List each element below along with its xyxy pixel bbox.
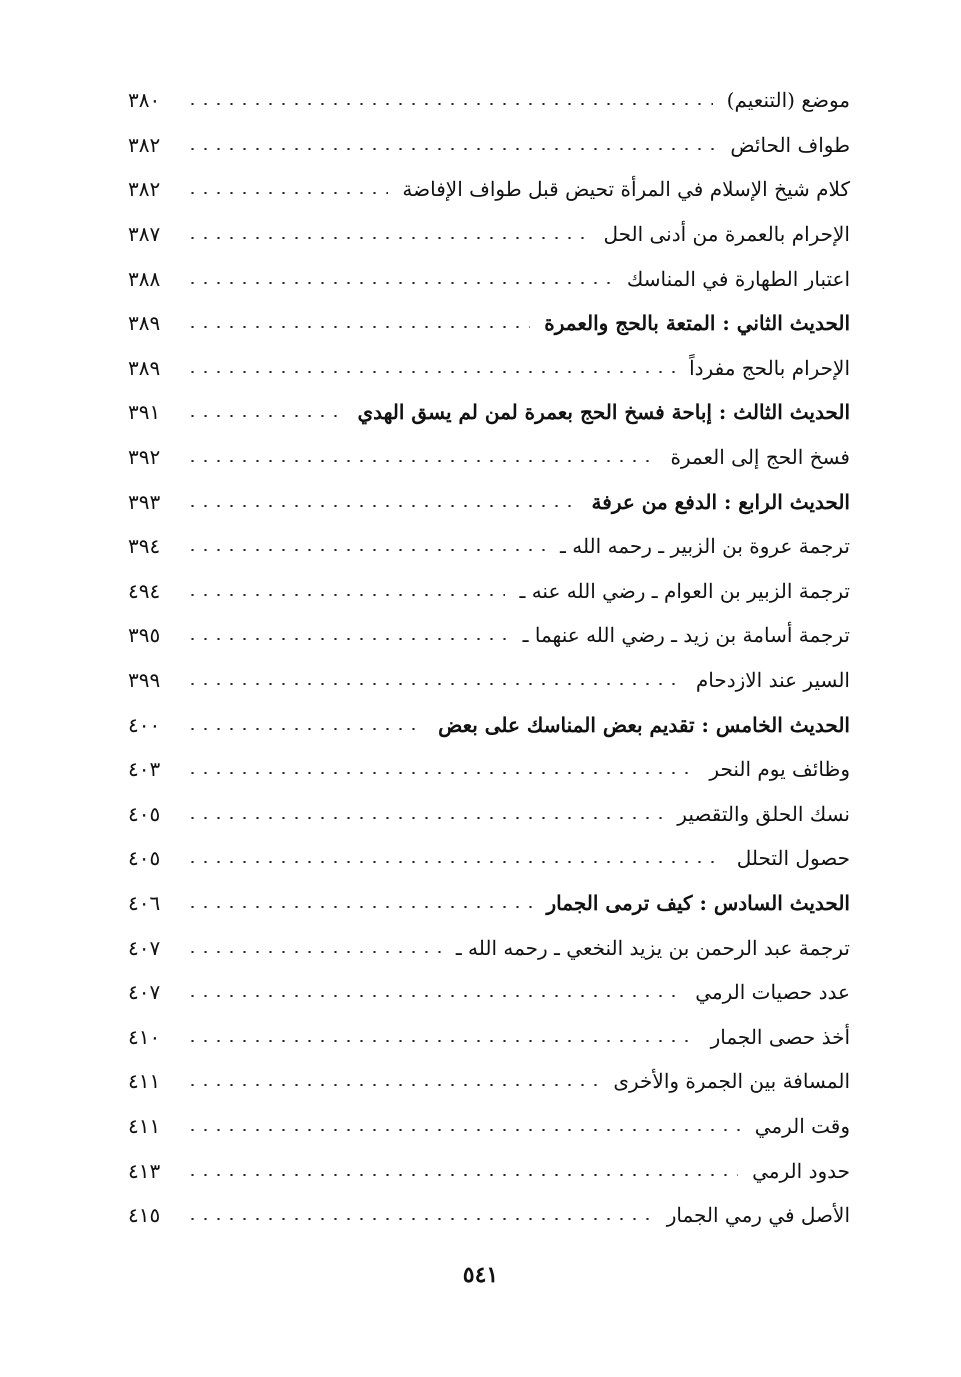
dot-leader (186, 1040, 697, 1042)
toc-entry-title: أخذ حصى الجمار (710, 1024, 850, 1049)
toc-entry-title: حصول التحلل (736, 846, 850, 871)
toc-entry (128, 569, 850, 614)
toc-page-number: ٣٩٢ (128, 445, 161, 470)
toc-entry-title: ترجمة عروة بن الزبير ـ رحمه الله ـ (560, 534, 850, 559)
toc-entry-title: اعتبار الطهارة في المناسك (626, 266, 850, 291)
page-number: ٥٤١ (462, 1262, 499, 1288)
dot-leader (186, 1129, 741, 1131)
toc-entry-title: الحديث الثاني : المتعة بالحج والعمرة (544, 311, 850, 336)
toc-page-number: ٣٩٤ (128, 534, 161, 559)
toc-page-number: ٣٨٢ (128, 177, 161, 202)
toc-page-number: ٣٩٥ (128, 623, 161, 648)
toc-page-number: ٣٩٣ (128, 489, 161, 514)
toc-entry (128, 747, 850, 792)
toc-section-heading (128, 702, 850, 747)
toc-page-number: ٣٨٧ (128, 222, 161, 247)
toc-page-number: ٤١٥ (128, 1203, 161, 1228)
dot-leader (186, 415, 343, 417)
toc-entry-title: ترجمة عبد الرحمن بن يزيد النخعي ـ رحمه الله ـ (455, 935, 850, 960)
toc-entry-title: فسخ الحج إلى العمرة (670, 445, 850, 470)
toc-page-number: ٤٠٣ (128, 757, 161, 782)
toc-entry (128, 658, 850, 703)
toc-page-number: ٣٩١ (128, 400, 161, 425)
toc-entry-title: الإحرام بالعمرة من أدنى الحل (603, 222, 850, 247)
toc-page-number: ٣٨٩ (128, 355, 161, 380)
dot-leader (186, 1084, 599, 1086)
toc-page-number: ٣٨٢ (128, 132, 161, 157)
toc-page-number: ٣٨٩ (128, 311, 161, 336)
toc-section-heading (128, 479, 850, 524)
toc-entry (128, 970, 850, 1015)
table-of-contents (128, 78, 850, 1237)
toc-entry (128, 1014, 850, 1059)
toc-entry (128, 925, 850, 970)
toc-entry-title: موضع (التنعيم) (726, 88, 850, 113)
toc-entry-title: الحديث الرابع : الدفع من عرفة (591, 489, 850, 514)
toc-entry-title: كلام شيخ الإسلام في المرأة تحيض قبل طواف الإفاضة (402, 177, 850, 202)
toc-page-number: ٤١١ (128, 1113, 161, 1138)
dot-leader (186, 817, 663, 819)
toc-page-number: ٤٠٦ (128, 890, 161, 915)
dot-leader (186, 906, 533, 908)
dot-leader (186, 951, 442, 953)
dot-leader (186, 1218, 653, 1220)
dot-leader (186, 772, 695, 774)
toc-entry (128, 212, 850, 257)
toc-page-number: ٤٠٠ (128, 712, 161, 737)
toc-entry-title: ترجمة أسامة بن زيد ـ رضي الله عنهما ـ (522, 623, 850, 648)
toc-page-number: ٤٩٤ (128, 578, 161, 603)
toc-entry (128, 123, 850, 168)
dot-leader (186, 460, 656, 462)
dot-leader (186, 282, 613, 284)
toc-entry (128, 346, 850, 391)
toc-entry (128, 256, 850, 301)
toc-entry-title: وقت الرمي (754, 1113, 850, 1138)
dot-leader (186, 638, 509, 640)
toc-page-number: ٤٠٧ (128, 980, 161, 1005)
toc-entry-title: حدود الرمي (752, 1158, 850, 1183)
dot-leader (186, 326, 530, 328)
toc-page-number: ٤٠٥ (128, 801, 161, 826)
toc-entry (128, 167, 850, 212)
dot-leader (186, 505, 578, 507)
dot-leader (186, 192, 388, 194)
toc-entry (128, 792, 850, 837)
toc-entry (128, 1193, 850, 1238)
dot-leader (186, 1174, 738, 1176)
dot-leader (186, 594, 505, 596)
toc-entry-title: الحديث الثالث : إباحة فسخ الحج بعمرة لمن لم يسق الهدي (357, 400, 850, 425)
toc-page-number: ٣٨٨ (128, 266, 161, 291)
toc-entry (128, 524, 850, 569)
toc-entry (128, 1148, 850, 1193)
toc-entry-title: نسك الحلق والتقصير (677, 801, 850, 826)
toc-entry (128, 613, 850, 658)
toc-entry-title: عدد حصيات الرمي (695, 980, 850, 1005)
toc-entry-title: الحديث الخامس : تقديم بعض المناسك على بعض (438, 712, 850, 737)
toc-page-number: ٤٠٧ (128, 935, 161, 960)
toc-section-heading (128, 301, 850, 346)
toc-entry (128, 1059, 850, 1104)
dot-leader (186, 549, 546, 551)
dot-leader (186, 237, 589, 239)
toc-entry (128, 435, 850, 480)
dot-leader (186, 728, 424, 730)
toc-page-number: ٤٠٥ (128, 846, 161, 871)
toc-entry-title: السير عند الازدحام (695, 668, 850, 693)
toc-page-number: ٤١٠ (128, 1024, 161, 1049)
dot-leader (186, 683, 682, 685)
toc-entry-title: طواف الحائض (730, 132, 850, 157)
dot-leader (186, 861, 723, 863)
toc-entry-title: الإحرام بالحج مفرداً (689, 355, 850, 380)
toc-entry-title: وظائف يوم النحر (709, 757, 850, 782)
dot-leader (186, 103, 713, 105)
toc-page-number: ٤١٣ (128, 1158, 161, 1183)
toc-page-number: ٣٨٠ (128, 88, 161, 113)
toc-entry-title: الأصل في رمي الجمار (666, 1203, 850, 1228)
toc-section-heading (128, 881, 850, 926)
dot-leader (186, 995, 681, 997)
toc-entry-title: الحديث السادس : كيف ترمى الجمار (546, 890, 850, 915)
toc-entry (128, 836, 850, 881)
dot-leader (186, 148, 716, 150)
toc-entry-title: ترجمة الزبير بن العوام ـ رضي الله عنه ـ (519, 578, 850, 603)
dot-leader (186, 371, 675, 373)
toc-entry-title: المسافة بين الجمرة والأخرى (613, 1069, 850, 1094)
toc-entry (128, 1104, 850, 1149)
toc-page-number: ٤١١ (128, 1069, 161, 1094)
toc-page-number: ٣٩٩ (128, 668, 161, 693)
toc-entry (128, 78, 850, 123)
toc-section-heading (128, 390, 850, 435)
